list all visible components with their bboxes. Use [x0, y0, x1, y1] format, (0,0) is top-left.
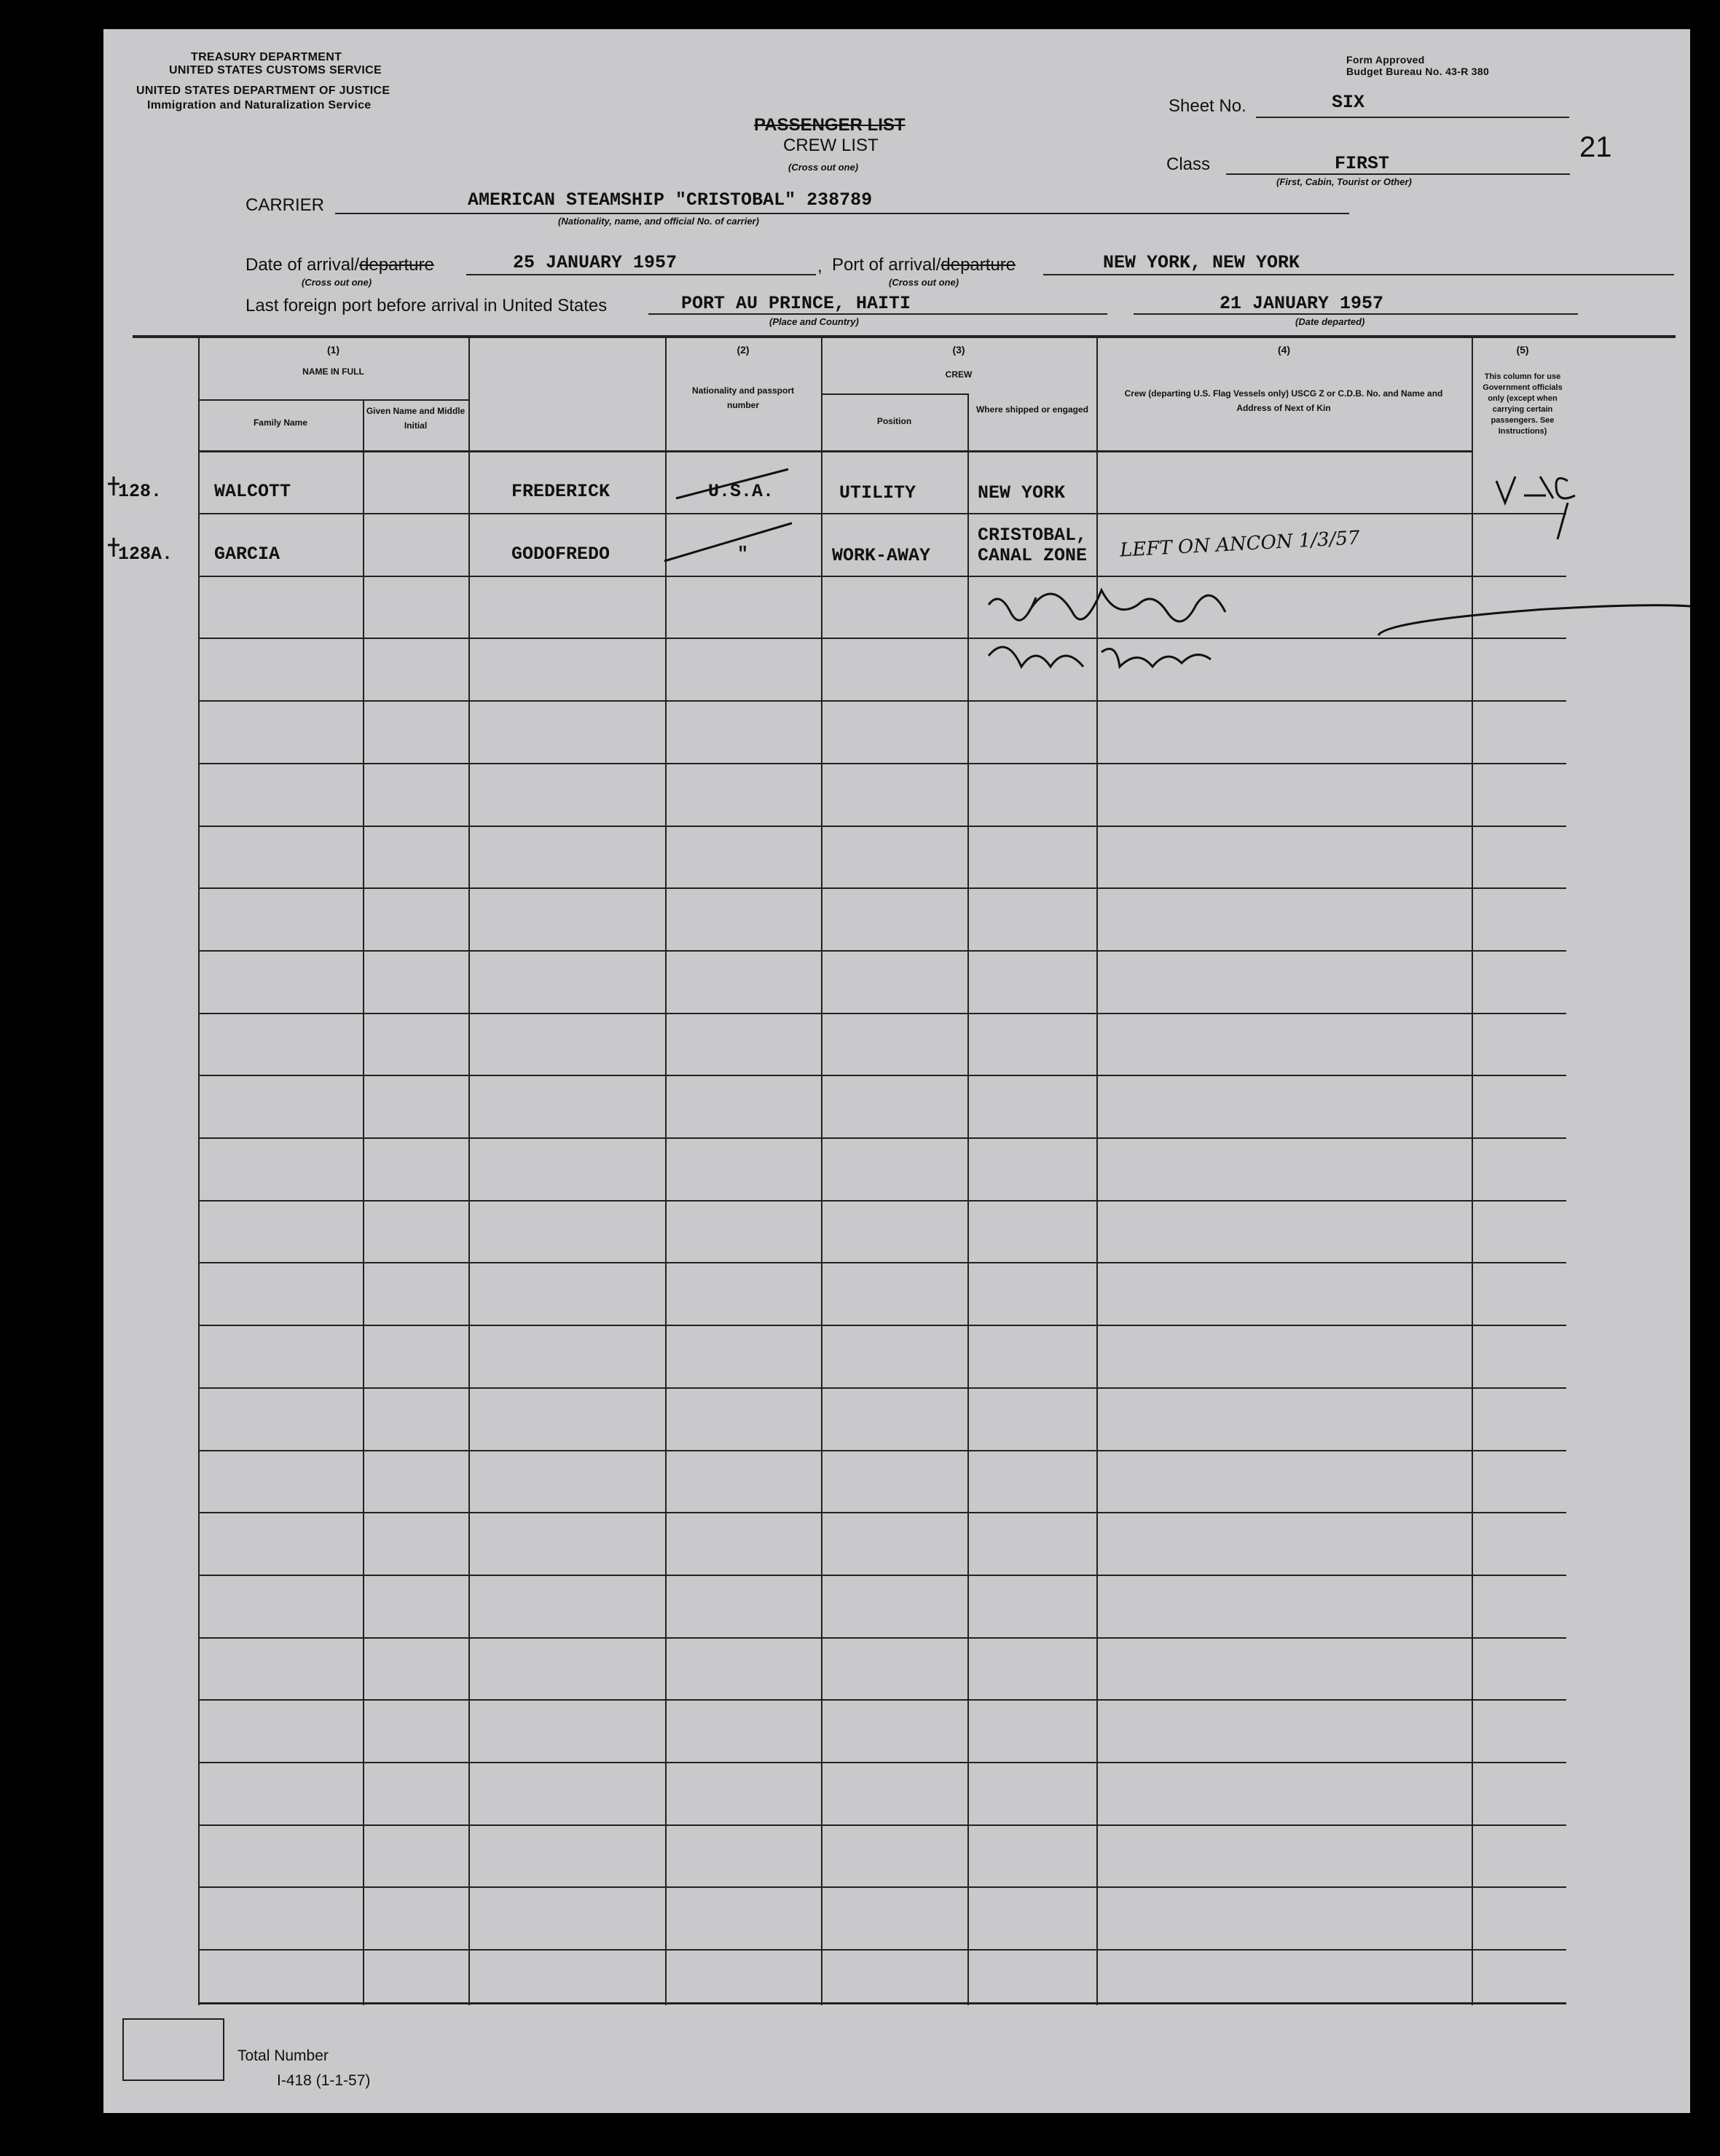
row1-given-name: FREDERICK — [511, 481, 610, 502]
crew-list-title: CREW LIST — [783, 136, 879, 155]
date-note: (Cross out one) — [302, 277, 372, 288]
col3-number: (3) — [952, 344, 965, 356]
col5-number: (5) — [1516, 344, 1529, 356]
total-number-box — [122, 2018, 224, 2081]
col1-family-header: Family Name — [253, 418, 308, 428]
customs-service-label: UNITED STATES CUSTOMS SERVICE — [169, 64, 382, 77]
total-number-label: Total Number — [237, 2047, 329, 2064]
date-line — [466, 274, 816, 275]
col1-given-header: Given Name and Middle Initial — [366, 406, 466, 431]
table-top-rule — [133, 335, 1676, 338]
crew-list-form — [103, 29, 1690, 2113]
carrier-label: CARRIER — [246, 195, 325, 215]
col2-number: (2) — [737, 344, 750, 356]
row-line — [198, 1575, 1566, 1576]
row1-family-name: WALCOTT — [214, 481, 291, 502]
col5-slash-mark — [1558, 503, 1568, 539]
row-line — [198, 1450, 1566, 1451]
col3-title: CREW — [945, 369, 973, 380]
col1-subheader-rule — [198, 399, 468, 401]
ins-label: Immigration and Naturalization Service — [147, 99, 372, 111]
row2-given-name: GODOFREDO — [511, 544, 610, 565]
sheet-no-value: SIX — [1332, 92, 1365, 113]
class-note: (First, Cabin, Tourist or Other) — [1276, 176, 1412, 187]
row-line — [198, 1075, 1566, 1076]
row1-nationality: U.S.A. — [708, 481, 774, 502]
row1-nationality-check — [676, 469, 788, 498]
row-line — [198, 887, 1566, 889]
date-value: 25 JANUARY 1957 — [513, 252, 678, 273]
sheet-no-line — [1256, 117, 1569, 118]
row2-family-name: GARCIA — [214, 544, 280, 565]
date-departed-note: (Date departed) — [1295, 316, 1365, 327]
treasury-dept-label: TREASURY DEPARTMENT — [191, 51, 342, 63]
left-on-annotation: LEFT ON ANCON 1/3/57 — [1119, 527, 1361, 562]
row-line — [198, 1886, 1566, 1888]
form-number: I-418 (1-1-57) — [277, 2072, 371, 2089]
row2-star-mark — [108, 538, 119, 557]
row2-shipped-line2: CANAL ZONE — [978, 545, 1088, 566]
handwritten-marks — [103, 466, 1690, 729]
class-line — [1226, 173, 1570, 175]
row-line — [198, 1137, 1566, 1139]
row-line — [198, 826, 1566, 827]
row-line — [198, 1200, 1566, 1202]
cross-out-note: (Cross out one) — [788, 162, 859, 173]
class-value: FIRST — [1335, 153, 1390, 174]
row-line — [198, 1325, 1566, 1326]
col5-vac-mark — [1496, 477, 1575, 503]
col4-number: (4) — [1277, 344, 1291, 356]
row-line — [198, 1824, 1566, 1826]
form-approved-line1: Form Approved — [1346, 54, 1425, 66]
row-line — [198, 1949, 1566, 1951]
last-port-note: (Place and Country) — [769, 316, 859, 327]
col5-title: This column for use Government officials only (except when carrying certain passengers. See Instructions) — [1483, 372, 1563, 436]
row2-nationality: " — [737, 544, 749, 565]
col4-title: Crew (departing U.S. Flag Vessels only) USCG Z or C.D.B. No. and Name and Address of Next of Kin — [1124, 388, 1443, 413]
carrier-line — [335, 213, 1349, 214]
last-port-value: PORT AU PRINCE, HAITI — [681, 293, 911, 314]
col2-title: Nationality and passport number — [691, 385, 795, 410]
row1-number: 128. — [118, 481, 162, 502]
row2-number: 128A. — [118, 544, 173, 565]
row-line — [198, 763, 1566, 764]
page-number: 21 — [1579, 131, 1612, 163]
inspector-scrawl — [989, 647, 1211, 667]
row-line — [198, 1762, 1566, 1763]
class-label: Class — [1166, 154, 1211, 174]
row-line — [198, 1637, 1566, 1639]
carrier-note: (Nationality, name, and official No. of carrier) — [558, 216, 759, 227]
trailing-stroke — [1378, 605, 1690, 635]
row-line — [198, 1699, 1566, 1701]
justice-dept-label: UNITED STATES DEPARTMENT OF JUSTICE — [136, 85, 390, 97]
col3-subheader-rule — [821, 393, 967, 395]
row1-position: UTILITY — [839, 482, 916, 503]
port-label-prefix: Port of arrival/ — [832, 255, 941, 275]
port-label-struck: departure — [940, 255, 1016, 275]
col1-sub-divider — [468, 399, 470, 458]
col3-position-header: Position — [876, 416, 912, 426]
port-value: NEW YORK, NEW YORK — [1103, 252, 1300, 273]
header-bottom-rule — [198, 450, 1472, 452]
signature-scrawl — [989, 590, 1225, 622]
carrier-value: AMERICAN STEAMSHIP "CRISTOBAL" 238789 — [468, 189, 873, 211]
date-label-prefix: Date of arrival/ — [246, 255, 360, 275]
row2-position: WORK-AWAY — [832, 545, 931, 566]
row2-nationality-check — [664, 523, 792, 561]
col3-shipped-header: Where shipped or engaged — [975, 404, 1089, 415]
col1-number: (1) — [326, 344, 340, 356]
passenger-list-struck: PASSENGER LIST — [754, 115, 906, 135]
port-label — [832, 255, 1016, 275]
comma-sep: , — [817, 256, 822, 276]
row2-shipped-line1: CRISTOBAL, — [978, 525, 1088, 546]
date-label — [246, 255, 434, 275]
row-line — [198, 1262, 1566, 1263]
port-line — [1043, 274, 1674, 275]
col1-title: NAME IN FULL — [302, 366, 364, 377]
last-port-label: Last foreign port before arrival in United States — [246, 296, 608, 315]
row-line — [198, 1013, 1566, 1014]
row-line — [198, 1387, 1566, 1389]
row1-star-mark — [108, 477, 119, 495]
row-line — [198, 950, 1566, 952]
row-line — [198, 1512, 1566, 1513]
form-approved-line2: Budget Bureau No. 43-R 380 — [1346, 66, 1490, 77]
table-bottom-rule — [198, 2002, 1566, 2004]
port-note: (Cross out one) — [889, 277, 959, 288]
date-departed-value: 21 JANUARY 1957 — [1220, 293, 1384, 314]
date-label-struck: departure — [359, 255, 434, 275]
row1-shipped: NEW YORK — [978, 482, 1066, 503]
sheet-no-label: Sheet No. — [1169, 96, 1246, 116]
